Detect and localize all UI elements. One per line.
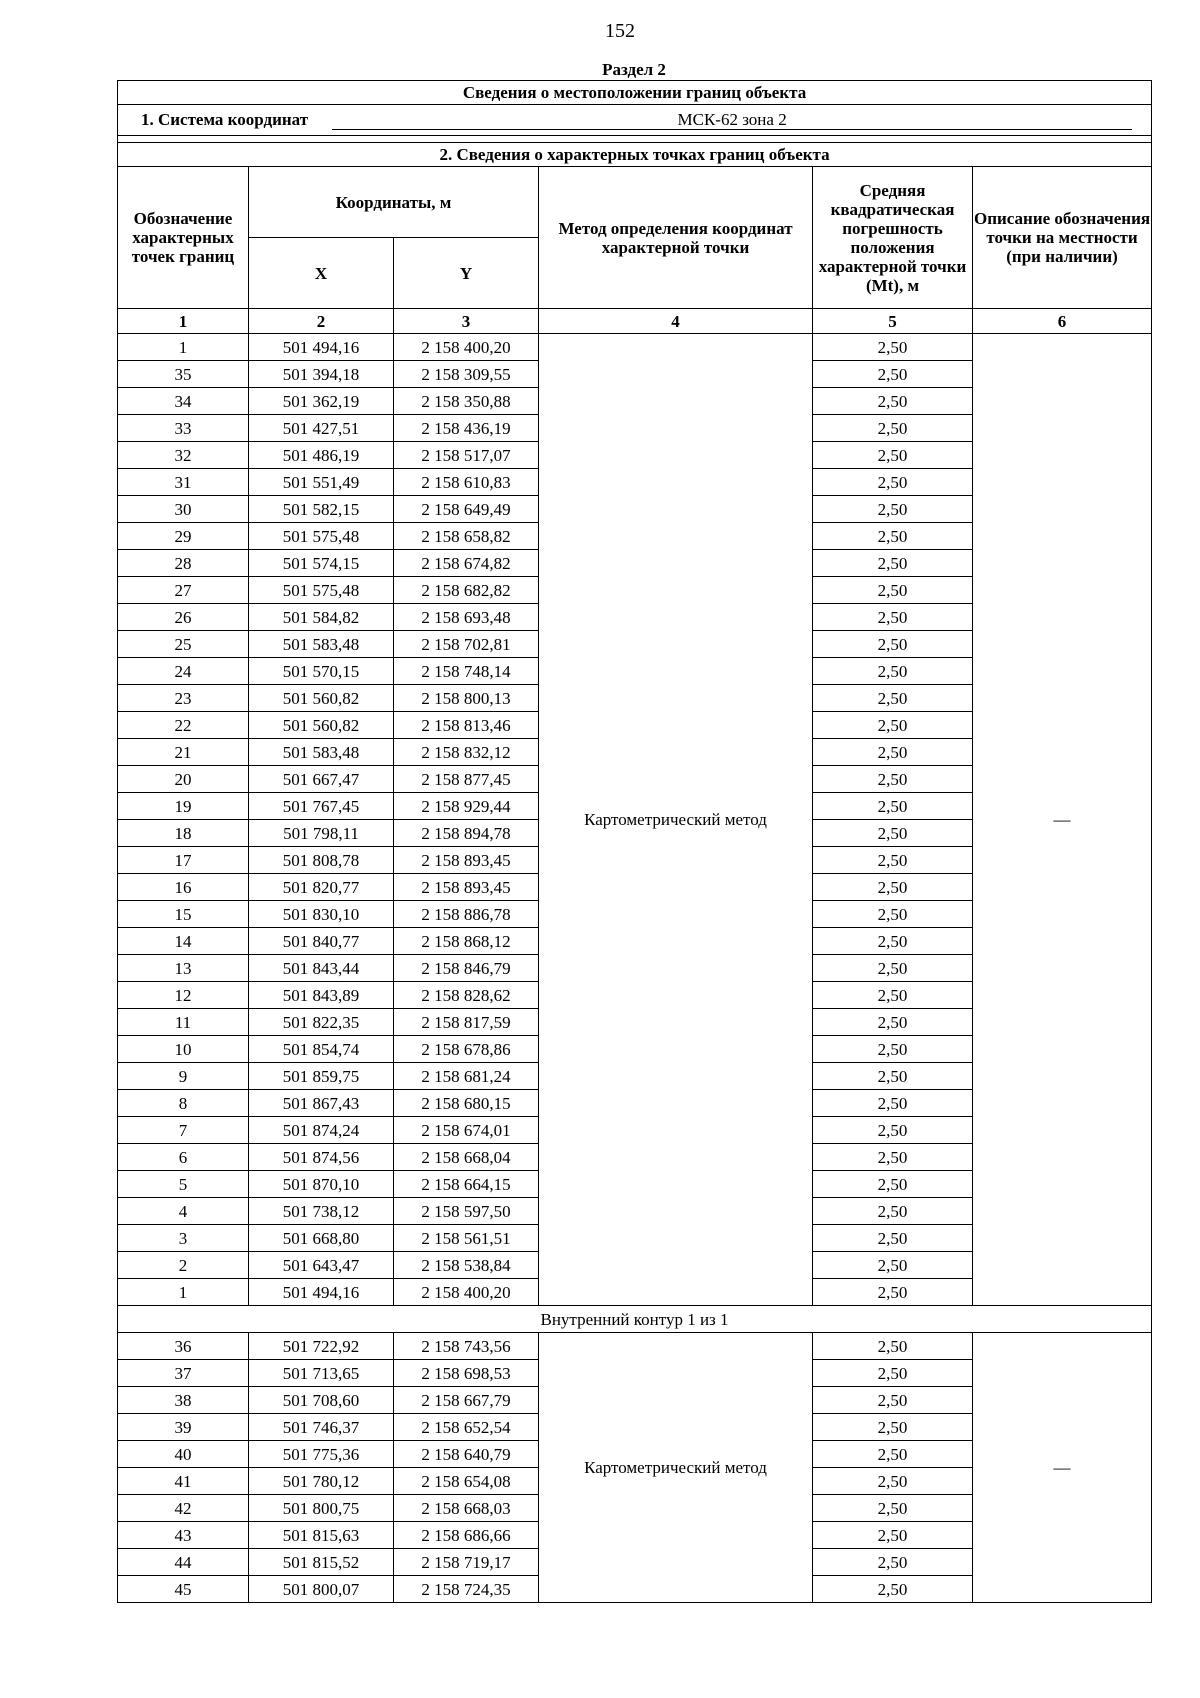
point-number: 45 — [118, 1576, 249, 1603]
coord-y: 2 158 686,66 — [394, 1522, 539, 1549]
error-value: 2,50 — [813, 442, 973, 469]
point-number: 20 — [118, 766, 249, 793]
error-value: 2,50 — [813, 604, 973, 631]
point-number: 36 — [118, 1333, 249, 1360]
point-number: 14 — [118, 928, 249, 955]
point-number: 12 — [118, 982, 249, 1009]
point-number: 13 — [118, 955, 249, 982]
coord-x: 501 815,52 — [249, 1549, 394, 1576]
coord-x: 501 574,15 — [249, 550, 394, 577]
coord-x: 501 859,75 — [249, 1063, 394, 1090]
description-cell: — — [973, 334, 1152, 1306]
points-subtitle: 2. Сведения о характерных точках границ объекта — [118, 143, 1152, 167]
coord-y: 2 158 649,49 — [394, 496, 539, 523]
error-value: 2,50 — [813, 685, 973, 712]
coord-y: 2 158 702,81 — [394, 631, 539, 658]
coord-x: 501 830,10 — [249, 901, 394, 928]
error-value: 2,50 — [813, 1279, 973, 1306]
coord-y: 2 158 400,20 — [394, 1279, 539, 1306]
error-value: 2,50 — [813, 874, 973, 901]
coord-x: 501 584,82 — [249, 604, 394, 631]
coord-x: 501 874,56 — [249, 1144, 394, 1171]
section-title: Раздел 2 — [602, 60, 666, 79]
point-number: 17 — [118, 847, 249, 874]
point-number: 4 — [118, 1198, 249, 1225]
coord-y: 2 158 664,15 — [394, 1171, 539, 1198]
error-value: 2,50 — [813, 739, 973, 766]
error-value: 2,50 — [813, 361, 973, 388]
error-value: 2,50 — [813, 1495, 973, 1522]
error-value: 2,50 — [813, 550, 973, 577]
coord-y: 2 158 846,79 — [394, 955, 539, 982]
coord-y: 2 158 893,45 — [394, 847, 539, 874]
coord-x: 501 582,15 — [249, 496, 394, 523]
point-number: 23 — [118, 685, 249, 712]
point-number: 38 — [118, 1387, 249, 1414]
error-value: 2,50 — [813, 1171, 973, 1198]
coord-x: 501 560,82 — [249, 685, 394, 712]
coord-y: 2 158 610,83 — [394, 469, 539, 496]
method-cell: Картометрический метод — [539, 1333, 813, 1603]
page-number: 152 — [605, 20, 635, 42]
coord-x: 501 854,74 — [249, 1036, 394, 1063]
coord-x: 501 494,16 — [249, 1279, 394, 1306]
point-number: 40 — [118, 1441, 249, 1468]
point-number: 25 — [118, 631, 249, 658]
coord-y: 2 158 652,54 — [394, 1414, 539, 1441]
table-caption: Сведения о местоположении границ объекта — [118, 81, 1152, 105]
coord-y: 2 158 436,19 — [394, 415, 539, 442]
coord-x: 501 583,48 — [249, 739, 394, 766]
coord-y: 2 158 400,20 — [394, 334, 539, 361]
coord-y: 2 158 886,78 — [394, 901, 539, 928]
coord-x: 501 800,75 — [249, 1495, 394, 1522]
coord-x: 501 668,80 — [249, 1225, 394, 1252]
error-value: 2,50 — [813, 1549, 973, 1576]
error-value: 2,50 — [813, 1441, 973, 1468]
point-number: 33 — [118, 415, 249, 442]
coord-x: 501 800,07 — [249, 1576, 394, 1603]
header-description: Описание обозначения точки на местности (при наличии) — [973, 167, 1152, 309]
error-value: 2,50 — [813, 928, 973, 955]
header-method: Метод определения координат характерной точки — [539, 167, 813, 309]
coord-y: 2 158 668,04 — [394, 1144, 539, 1171]
error-value: 2,50 — [813, 1144, 973, 1171]
point-number: 32 — [118, 442, 249, 469]
error-value: 2,50 — [813, 469, 973, 496]
coord-y: 2 158 800,13 — [394, 685, 539, 712]
coord-y: 2 158 350,88 — [394, 388, 539, 415]
point-number: 29 — [118, 523, 249, 550]
col-number: 4 — [539, 309, 813, 334]
point-number: 24 — [118, 658, 249, 685]
point-number: 5 — [118, 1171, 249, 1198]
coord-y: 2 158 674,01 — [394, 1117, 539, 1144]
point-number: 19 — [118, 793, 249, 820]
point-number: 16 — [118, 874, 249, 901]
error-value: 2,50 — [813, 1522, 973, 1549]
method-cell: Картометрический метод — [539, 334, 813, 1306]
error-value: 2,50 — [813, 631, 973, 658]
error-value: 2,50 — [813, 847, 973, 874]
coord-x: 501 870,10 — [249, 1171, 394, 1198]
point-number: 22 — [118, 712, 249, 739]
col-number: 6 — [973, 309, 1152, 334]
point-number: 2 — [118, 1252, 249, 1279]
coord-y: 2 158 561,51 — [394, 1225, 539, 1252]
coord-y: 2 158 538,84 — [394, 1252, 539, 1279]
point-number: 15 — [118, 901, 249, 928]
coord-x: 501 570,15 — [249, 658, 394, 685]
coord-x: 501 394,18 — [249, 361, 394, 388]
boundary-table — [117, 80, 1152, 1603]
coord-y: 2 158 868,12 — [394, 928, 539, 955]
error-value: 2,50 — [813, 901, 973, 928]
coord-y: 2 158 698,53 — [394, 1360, 539, 1387]
coord-y: 2 158 678,86 — [394, 1036, 539, 1063]
error-value: 2,50 — [813, 1252, 973, 1279]
point-number: 1 — [118, 1279, 249, 1306]
error-value: 2,50 — [813, 1198, 973, 1225]
error-value: 2,50 — [813, 415, 973, 442]
header-error: Средняя квадратическая погрешность положения характерной точки (Mt), м — [813, 167, 973, 309]
point-number: 1 — [118, 334, 249, 361]
coord-y: 2 158 674,82 — [394, 550, 539, 577]
error-value: 2,50 — [813, 820, 973, 847]
coord-x: 501 708,60 — [249, 1387, 394, 1414]
coord-x: 501 362,19 — [249, 388, 394, 415]
coord-x: 501 643,47 — [249, 1252, 394, 1279]
point-number: 41 — [118, 1468, 249, 1495]
coord-y: 2 158 680,15 — [394, 1090, 539, 1117]
coord-y: 2 158 813,46 — [394, 712, 539, 739]
coord-x: 501 874,24 — [249, 1117, 394, 1144]
coord-y: 2 158 667,79 — [394, 1387, 539, 1414]
error-value: 2,50 — [813, 793, 973, 820]
table-row — [118, 334, 1152, 361]
coord-y: 2 158 693,48 — [394, 604, 539, 631]
coord-y: 2 158 681,24 — [394, 1063, 539, 1090]
col-number: 3 — [394, 309, 539, 334]
error-value: 2,50 — [813, 1414, 973, 1441]
coord-y: 2 158 817,59 — [394, 1009, 539, 1036]
error-value: 2,50 — [813, 955, 973, 982]
coord-x: 501 798,11 — [249, 820, 394, 847]
coord-y: 2 158 832,12 — [394, 739, 539, 766]
coord-y: 2 158 828,62 — [394, 982, 539, 1009]
point-number: 11 — [118, 1009, 249, 1036]
col-number: 2 — [249, 309, 394, 334]
coord-y: 2 158 877,45 — [394, 766, 539, 793]
coord-x: 501 713,65 — [249, 1360, 394, 1387]
coord-x: 501 738,12 — [249, 1198, 394, 1225]
coord-x: 501 575,48 — [249, 577, 394, 604]
col-number: 1 — [118, 309, 249, 334]
coord-y: 2 158 654,08 — [394, 1468, 539, 1495]
error-value: 2,50 — [813, 1225, 973, 1252]
point-number: 44 — [118, 1549, 249, 1576]
coordinate-system-label: 1. Система координат — [140, 110, 309, 129]
coord-y: 2 158 893,45 — [394, 874, 539, 901]
coord-y: 2 158 743,56 — [394, 1333, 539, 1360]
coord-x: 501 822,35 — [249, 1009, 394, 1036]
error-value: 2,50 — [813, 1468, 973, 1495]
coord-x: 501 486,19 — [249, 442, 394, 469]
error-value: 2,50 — [813, 1117, 973, 1144]
inner-contour-label: Внутренний контур 1 из 1 — [118, 1306, 1152, 1333]
coord-x: 501 843,89 — [249, 982, 394, 1009]
coord-x: 501 815,63 — [249, 1522, 394, 1549]
coordinate-system-row — [118, 105, 1152, 136]
coord-y: 2 158 309,55 — [394, 361, 539, 388]
error-value: 2,50 — [813, 658, 973, 685]
coord-x: 501 575,48 — [249, 523, 394, 550]
coord-x: 501 560,82 — [249, 712, 394, 739]
coord-y: 2 158 658,82 — [394, 523, 539, 550]
point-number: 42 — [118, 1495, 249, 1522]
error-value: 2,50 — [813, 334, 973, 361]
description-cell: — — [973, 1333, 1152, 1603]
coord-x: 501 746,37 — [249, 1414, 394, 1441]
coord-x: 501 775,36 — [249, 1441, 394, 1468]
coord-y: 2 158 640,79 — [394, 1441, 539, 1468]
error-value: 2,50 — [813, 1360, 973, 1387]
error-value: 2,50 — [813, 1009, 973, 1036]
table-row — [118, 1333, 1152, 1360]
error-value: 2,50 — [813, 496, 973, 523]
error-value: 2,50 — [813, 1333, 973, 1360]
coord-x: 501 767,45 — [249, 793, 394, 820]
coordinate-system-value: МСК-62 зона 2 — [332, 110, 1132, 130]
error-value: 2,50 — [813, 1036, 973, 1063]
error-value: 2,50 — [813, 523, 973, 550]
error-value: 2,50 — [813, 1576, 973, 1603]
coord-y: 2 158 724,35 — [394, 1576, 539, 1603]
point-number: 7 — [118, 1117, 249, 1144]
coord-x: 501 820,77 — [249, 874, 394, 901]
point-number: 10 — [118, 1036, 249, 1063]
error-value: 2,50 — [813, 1090, 973, 1117]
error-value: 2,50 — [813, 712, 973, 739]
coord-y: 2 158 748,14 — [394, 658, 539, 685]
coord-x: 501 427,51 — [249, 415, 394, 442]
error-value: 2,50 — [813, 982, 973, 1009]
coord-x: 501 867,43 — [249, 1090, 394, 1117]
coord-y: 2 158 682,82 — [394, 577, 539, 604]
header-y: Y — [394, 238, 539, 309]
coord-y: 2 158 719,17 — [394, 1549, 539, 1576]
spacer — [118, 136, 1152, 143]
coord-y: 2 158 929,44 — [394, 793, 539, 820]
coord-x: 501 840,77 — [249, 928, 394, 955]
point-number: 3 — [118, 1225, 249, 1252]
point-number: 30 — [118, 496, 249, 523]
coord-y: 2 158 894,78 — [394, 820, 539, 847]
coord-x: 501 843,44 — [249, 955, 394, 982]
point-number: 37 — [118, 1360, 249, 1387]
coord-x: 501 667,47 — [249, 766, 394, 793]
coord-x: 501 808,78 — [249, 847, 394, 874]
coord-y: 2 158 597,50 — [394, 1198, 539, 1225]
point-number: 8 — [118, 1090, 249, 1117]
col-number: 5 — [813, 309, 973, 334]
coord-x: 501 722,92 — [249, 1333, 394, 1360]
error-value: 2,50 — [813, 1063, 973, 1090]
point-number: 18 — [118, 820, 249, 847]
coord-x: 501 494,16 — [249, 334, 394, 361]
error-value: 2,50 — [813, 766, 973, 793]
point-number: 27 — [118, 577, 249, 604]
header-coordinates: Координаты, м — [249, 167, 539, 238]
coord-x: 501 551,49 — [249, 469, 394, 496]
coord-x: 501 780,12 — [249, 1468, 394, 1495]
point-number: 35 — [118, 361, 249, 388]
error-value: 2,50 — [813, 388, 973, 415]
error-value: 2,50 — [813, 577, 973, 604]
coord-y: 2 158 668,03 — [394, 1495, 539, 1522]
point-number: 31 — [118, 469, 249, 496]
coord-y: 2 158 517,07 — [394, 442, 539, 469]
inner-contour-row — [118, 1306, 1152, 1333]
error-value: 2,50 — [813, 1387, 973, 1414]
point-number: 21 — [118, 739, 249, 766]
point-number: 39 — [118, 1414, 249, 1441]
point-number: 6 — [118, 1144, 249, 1171]
header-x: X — [249, 238, 394, 309]
header-designation: Обозначение характерных точек границ — [118, 167, 249, 309]
point-number: 28 — [118, 550, 249, 577]
point-number: 26 — [118, 604, 249, 631]
point-number: 34 — [118, 388, 249, 415]
point-number: 43 — [118, 1522, 249, 1549]
point-number: 9 — [118, 1063, 249, 1090]
coord-x: 501 583,48 — [249, 631, 394, 658]
